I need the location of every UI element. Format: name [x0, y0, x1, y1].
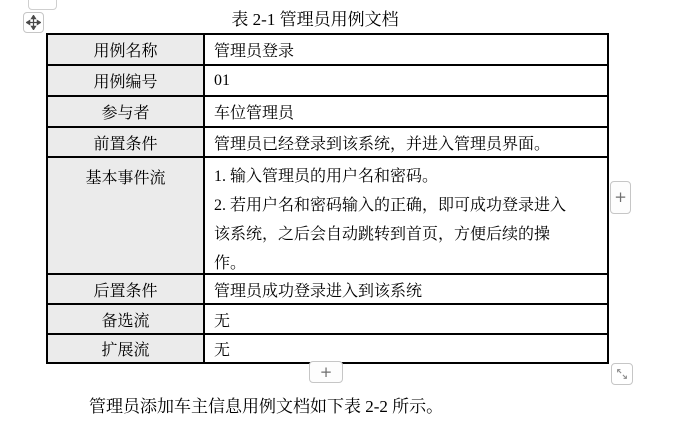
- row-label-cell[interactable]: 参与者: [48, 97, 205, 126]
- use-case-table: [46, 33, 609, 364]
- table-row-alternative-flow: [48, 305, 607, 335]
- clipped-button-remnant[interactable]: [28, 0, 57, 10]
- resize-diagonal-icon: [615, 367, 629, 381]
- row-value-cell[interactable]: 车位管理员: [214, 105, 295, 122]
- table-row-extension-flow: [48, 335, 607, 362]
- table-row-usecase-id: [48, 66, 607, 97]
- row-value-cell[interactable]: 无: [214, 312, 231, 330]
- row-value-cell[interactable]: 管理员已经登录到该系统，并进入管理员界面。: [214, 135, 551, 153]
- insert-row-button[interactable]: [309, 361, 343, 383]
- table-row-actor: [48, 97, 607, 128]
- row-label-cell[interactable]: 用例名称: [48, 35, 205, 64]
- row-value-cell[interactable]: 管理员成功登录进入到该系统: [214, 282, 423, 300]
- row-value-cell[interactable]: 无: [214, 342, 231, 359]
- table-row-basic-flow: [48, 158, 607, 275]
- table-row-postcondition: [48, 275, 607, 305]
- basic-flow-line: 1. 输入管理员的用户名和密码。: [214, 168, 439, 185]
- plus-icon: +: [319, 362, 333, 381]
- table-row-precondition: [48, 128, 607, 158]
- basic-flow-line: 2. 若用户名和密码输入的正确，即可成功登录进入: [214, 197, 567, 214]
- basic-flow-line: 该系统，之后会自动跳转到首页，方便后续的操: [214, 226, 551, 243]
- table-resize-handle[interactable]: [611, 363, 633, 385]
- row-label-cell[interactable]: 扩展流: [48, 335, 205, 362]
- row-value-cell[interactable]: [205, 158, 607, 273]
- table-caption[interactable]: 表 2-1 管理员用例文档: [231, 10, 399, 29]
- basic-flow-line: 作。: [214, 255, 247, 272]
- row-label-cell[interactable]: 前置条件: [48, 128, 205, 156]
- row-label-cell[interactable]: 后置条件: [48, 275, 205, 303]
- footer-paragraph[interactable]: 管理员添加车主信息用例文档如下表 2-2 所示。: [89, 397, 444, 416]
- row-label-cell[interactable]: 用例编号: [48, 66, 205, 95]
- row-value-cell[interactable]: 01: [214, 71, 230, 89]
- row-label-cell[interactable]: 基本事件流: [48, 158, 205, 273]
- row-value-cell[interactable]: 管理员登录: [214, 43, 295, 60]
- insert-column-button[interactable]: [610, 181, 631, 214]
- row-label-cell[interactable]: 备选流: [48, 305, 205, 333]
- table-row-usecase-name: [48, 35, 607, 66]
- plus-icon: +: [614, 188, 627, 206]
